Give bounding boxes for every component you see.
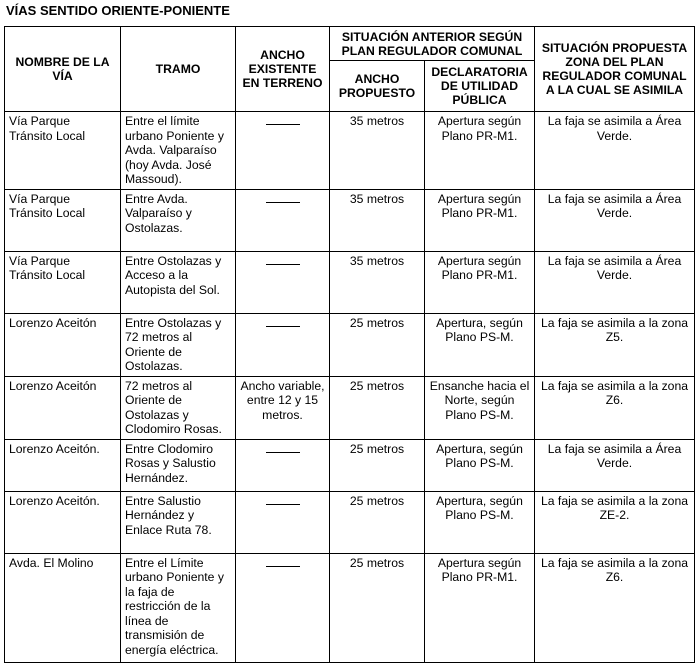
page-title: VÍAS SENTIDO ORIENTE-PONIENTE — [6, 3, 230, 18]
table-row — [5, 553, 695, 662]
table-row — [5, 313, 695, 376]
cell-declaratoria: Ensanche hacia el Norte, según Plano PS-M. — [425, 376, 535, 439]
cell-tramo: Entre Ostolazas y Acceso a la Autopista del Sol. — [121, 251, 236, 313]
cell-ancho-propuesto: 35 metros — [330, 189, 425, 251]
cell-situacion-propuesta: La faja se asimila a Área Verde. — [535, 189, 695, 251]
cell-situacion-propuesta: La faja se asimila a Área Verde. — [535, 251, 695, 313]
table-row — [5, 112, 695, 190]
blank-line — [266, 256, 300, 265]
cell-situacion-propuesta: La faja se asimila a la zona ZE-2. — [535, 491, 695, 553]
header-nombre: NOMBRE DE LA VÍA — [5, 27, 121, 112]
cell-situacion-propuesta: La faja se asimila a la zona Z6. — [535, 376, 695, 439]
blank-line — [266, 194, 300, 203]
cell-tramo: 72 metros al Oriente de Ostolazas y Clodomiro Rosas. — [121, 376, 236, 439]
cell-ancho-existente — [236, 491, 330, 553]
cell-tramo: Entre el límite urbano Poniente y Avda. Valparaíso (hoy Avda. José Massoud). — [121, 112, 236, 190]
header-situacion-propuesta: SITUACIÓN PROPUESTA ZONA DEL PLAN REGULADOR COMUNAL A LA CUAL SE ASIMILA — [535, 27, 695, 112]
cell-declaratoria: Apertura, según Plano PS-M. — [425, 439, 535, 491]
cell-tramo: Entre Clodomiro Rosas y Salustio Hernández. — [121, 439, 236, 491]
cell-ancho-existente — [236, 439, 330, 491]
cell-nombre: Vía Parque Tránsito Local — [5, 189, 121, 251]
cell-nombre: Avda. El Molino — [5, 553, 121, 662]
cell-nombre: Lorenzo Aceitón — [5, 313, 121, 376]
cell-situacion-propuesta: La faja se asimila a la zona Z5. — [535, 313, 695, 376]
cell-declaratoria: Apertura según Plano PR-M1. — [425, 189, 535, 251]
header-declaratoria: DECLARATORIA DE UTILIDAD PÚBLICA — [425, 61, 535, 112]
cell-declaratoria: Apertura, según Plano PS-M. — [425, 313, 535, 376]
cell-declaratoria: Apertura según Plano PR-M1. — [425, 251, 535, 313]
cell-nombre: Lorenzo Aceitón. — [5, 439, 121, 491]
header-ancho-existente: ANCHO EXISTENTE EN TERRENO — [236, 27, 330, 112]
table-body — [5, 112, 695, 663]
table-row — [5, 376, 695, 439]
cell-tramo: Entre Ostolazas y 72 metros al Oriente de Ostolazas. — [121, 313, 236, 376]
cell-nombre: Vía Parque Tránsito Local — [5, 251, 121, 313]
cell-ancho-propuesto: 25 metros — [330, 553, 425, 662]
cell-situacion-propuesta: La faja se asimila a Área Verde. — [535, 112, 695, 190]
header-situacion-anterior: SITUACIÓN ANTERIOR SEGÚN PLAN REGULADOR COMUNAL — [330, 27, 535, 61]
header-tramo: TRAMO — [121, 27, 236, 112]
cell-ancho-existente — [236, 313, 330, 376]
cell-declaratoria: Apertura, según Plano PS-M. — [425, 491, 535, 553]
cell-ancho-existente — [236, 251, 330, 313]
vias-table — [4, 26, 695, 663]
cell-nombre: Lorenzo Aceitón — [5, 376, 121, 439]
blank-line — [266, 496, 300, 505]
cell-ancho-existente — [236, 189, 330, 251]
cell-ancho-propuesto: 25 metros — [330, 439, 425, 491]
blank-line — [266, 558, 300, 567]
cell-tramo: Entre Avda. Valparaíso y Ostolazas. — [121, 189, 236, 251]
cell-ancho-existente — [236, 553, 330, 662]
cell-tramo: Entre el Límite urbano Poniente y la faja de restricción de la línea de transmisión de energía eléctrica. — [121, 553, 236, 662]
cell-declaratoria: Apertura según Plano PR-M1. — [425, 553, 535, 662]
table-row — [5, 251, 695, 313]
cell-ancho-propuesto: 25 metros — [330, 313, 425, 376]
cell-nombre: Vía Parque Tránsito Local — [5, 112, 121, 190]
header-ancho-propuesto: ANCHO PROPUESTO — [330, 61, 425, 112]
blank-line — [266, 444, 300, 453]
blank-line — [266, 116, 300, 125]
cell-declaratoria: Apertura según Plano PR-M1. — [425, 112, 535, 190]
blank-line — [266, 318, 300, 327]
cell-situacion-propuesta: La faja se asimila a Área Verde. — [535, 439, 695, 491]
cell-ancho-existente: Ancho variable, entre 12 y 15 metros. — [236, 376, 330, 439]
cell-situacion-propuesta: La faja se asimila a la zona Z6. — [535, 553, 695, 662]
cell-nombre: Lorenzo Aceitón. — [5, 491, 121, 553]
cell-ancho-propuesto: 35 metros — [330, 251, 425, 313]
table-row — [5, 491, 695, 553]
table-row — [5, 439, 695, 491]
table-row — [5, 189, 695, 251]
cell-tramo: Entre Salustio Hernández y Enlace Ruta 78. — [121, 491, 236, 553]
cell-ancho-propuesto: 35 metros — [330, 112, 425, 190]
cell-ancho-propuesto: 25 metros — [330, 376, 425, 439]
cell-ancho-propuesto: 25 metros — [330, 491, 425, 553]
cell-ancho-existente — [236, 112, 330, 190]
